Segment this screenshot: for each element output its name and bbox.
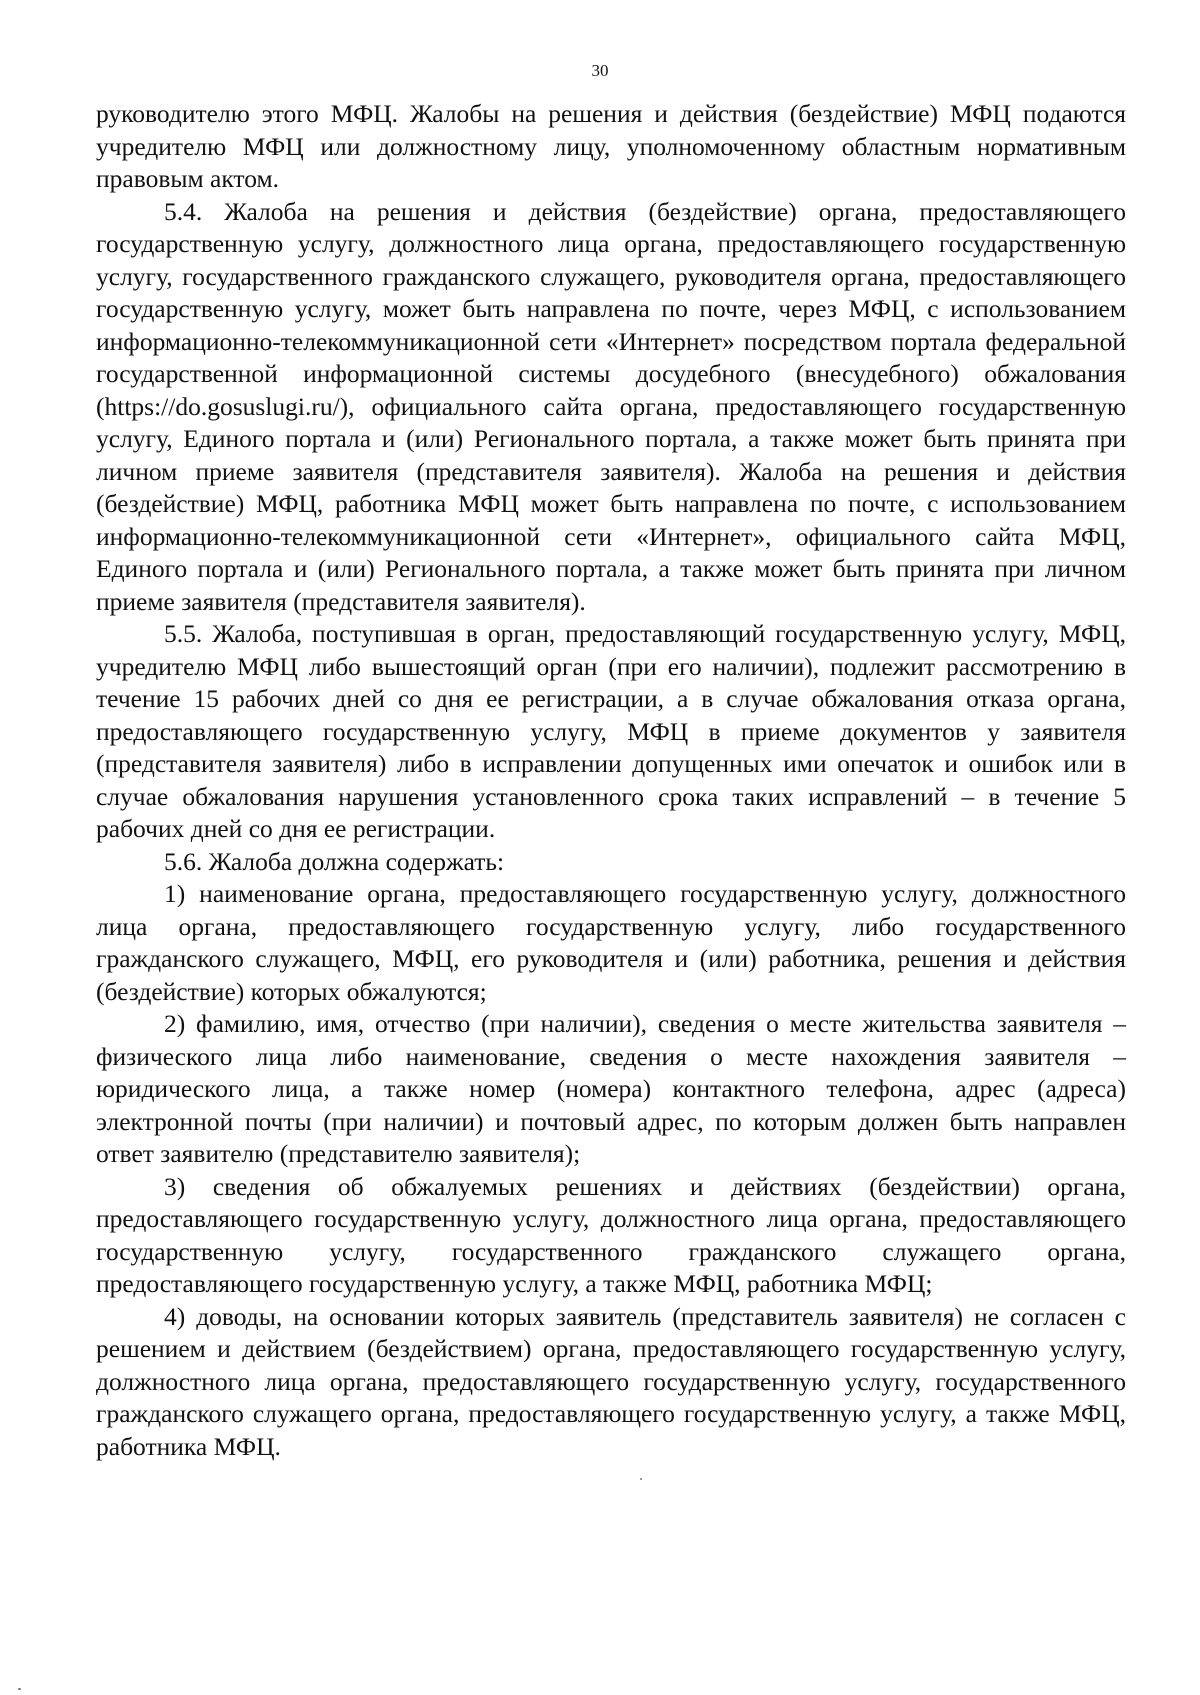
paragraph-5-5: 5.5. Жалоба, поступившая в орган, предоставляющий государственную услугу, МФЦ, учредителю МФЦ либо вышестоящий орган (при его наличии), подлежит рассмотрению в течение 15 рабочих дней со дня ее регистрации, а в случае обжалования отказа органа, предоставляющего государственную услугу, МФЦ в приеме документов у заявителя (представителя заявителя) либо в исправлении допущенных ими опечаток и ошибок или в случае обжалования нарушения установленного срока таких исправлений – в течение 5 рабочих дней со дня ее регистрации. xyxy=(96,619,1126,843)
list-item-1: 1) наименование органа, предоставляющего государственную услугу, должностного лица органа, предоставляющего государственную услугу, либо государственного гражданского служащего, МФЦ, его руководителя и (или) работника, решения и действия (бездействие) которых обжалуются; xyxy=(96,879,1126,1006)
scan-speck xyxy=(640,1478,642,1480)
list-item-2: 2) фамилию, имя, отчество (при наличии), сведения о месте жительства заявителя – физического лица либо наименование, сведения о месте нахождения заявителя – юридического лица, а также номер (номера) контактного телефона, адрес (адреса) электронной почты (при наличии) и почтовый адрес, по которым должен быть направлен ответ заявителю (представителю заявителя); xyxy=(96,1009,1126,1168)
paragraph-5-6: 5.6. Жалоба должна содержать: xyxy=(164,846,505,876)
list-item-4: 4) доводы, на основании которых заявитель (представитель заявителя) не согласен с решением и действием (бездействием) органа, предоставляющего государственную услугу, должностного лица органа, предоставляющего государственную услугу, государственного гражданского служащего органа, предоставляющего государственную услугу, а также МФЦ, работника МФЦ. xyxy=(96,1301,1126,1461)
scan-speck xyxy=(18,1688,21,1690)
document-body xyxy=(96,98,1126,1463)
page-number: 30 xyxy=(591,61,609,80)
paragraph-5-4: 5.4. Жалоба на решения и действия (бездействие) органа, предоставляющего государственную услугу, должностного лица органа, предоставляющего государственную услугу, государственного гражданского служащего, руководителя органа, предоставляющего государственную услугу, может быть направлена по почте, через МФЦ, с использованием информационно-телекоммуникационной сети «Интернет» посредством портала федеральной государственной информационной системы досудебного (внесудебного) обжалования (https://do.gosuslugi.ru/), официального сайта органа, предоставляющего государственную услугу, Единого портала и (или) Регионального портала, а также может быть принята при личном приеме заявителя (представителя заявителя). Жалоба на решения и действия (бездействие) МФЦ, работника МФЦ может быть направлена по почте, с использованием информационно-телекоммуникационной сети «Интернет», официального сайта МФЦ, Единого портала и (или) Регионального портала, а также может быть принята при личном приеме заявителя (представителя заявителя). xyxy=(96,196,1126,616)
list-item-3: 3) сведения об обжалуемых решениях и действиях (бездействии) органа, предоставляющего государственную услугу, должностного лица органа, предоставляющего государственную услугу, государственного гражданского служащего органа, предоставляющего государственную услугу, а также МФЦ, работника МФЦ; xyxy=(96,1171,1126,1298)
paragraph-continuation: руководителю этого МФЦ. Жалобы на решения и действия (бездействие) МФЦ подаются учредителю МФЦ или должностному лицу, уполномоченному областным нормативным правовым актом. xyxy=(96,99,1126,193)
